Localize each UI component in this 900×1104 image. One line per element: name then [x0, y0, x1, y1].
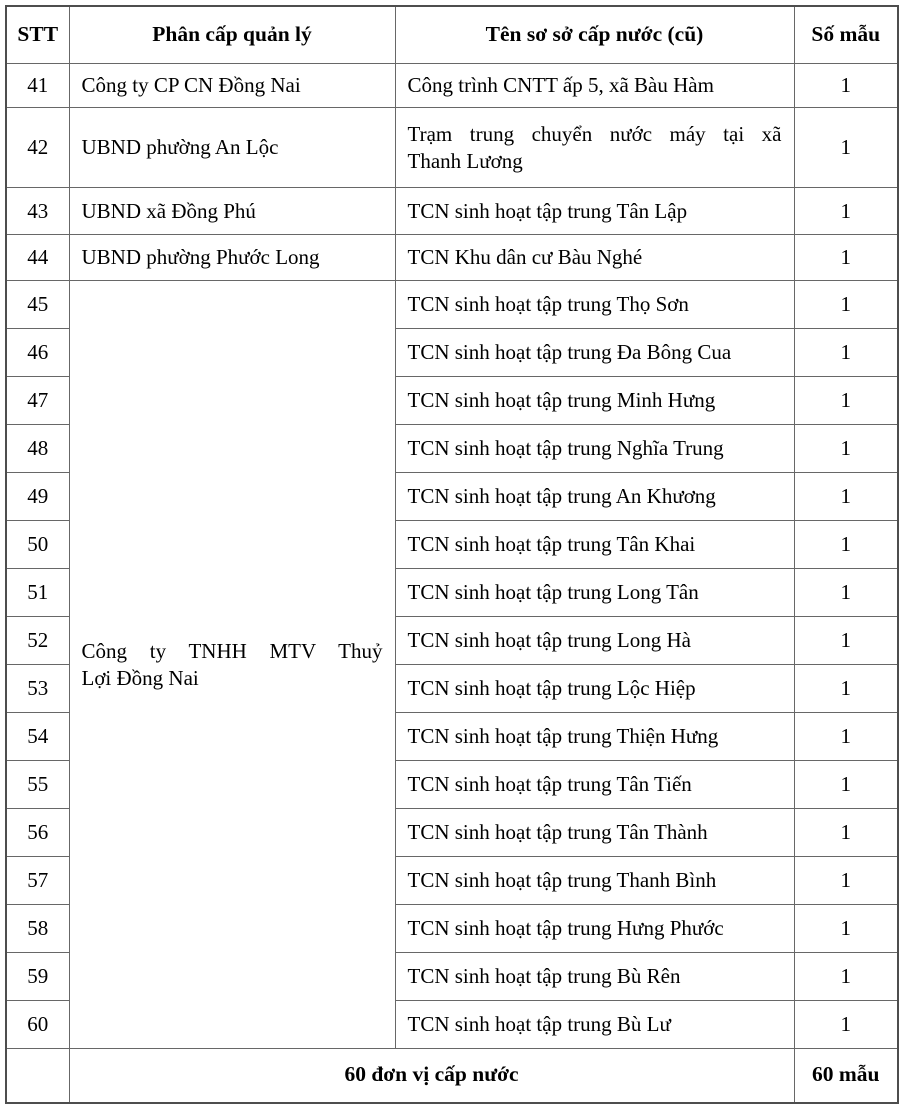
stt-cell: 42	[6, 108, 69, 188]
col-header-facility: Tên sơ sở cấp nước (cũ)	[395, 6, 794, 64]
facility-cell	[395, 108, 794, 188]
stt-cell: 49	[6, 473, 69, 521]
facility-cell: TCN sinh hoạt tập trung Bù Rên	[395, 953, 794, 1001]
stt-cell: 44	[6, 235, 69, 281]
stt-cell: 55	[6, 761, 69, 809]
samples-cell: 1	[794, 905, 898, 953]
samples-cell: 1	[794, 569, 898, 617]
footer-total-cell: 60 mẫu	[794, 1049, 898, 1103]
samples-cell: 1	[794, 953, 898, 1001]
table-row	[6, 108, 898, 188]
summary-row	[6, 1049, 898, 1103]
col-header-management: Phân cấp quản lý	[69, 6, 395, 64]
management-cell: UBND phường An Lộc	[69, 108, 395, 188]
samples-cell: 1	[794, 281, 898, 329]
samples-cell: 1	[794, 188, 898, 235]
facility-cell: TCN sinh hoạt tập trung Thọ Sơn	[395, 281, 794, 329]
table-row	[6, 64, 898, 108]
facility-cell: TCN sinh hoạt tập trung Long Tân	[395, 569, 794, 617]
table-row	[6, 188, 898, 235]
management-cell: UBND phường Phước Long	[69, 235, 395, 281]
stt-cell: 58	[6, 905, 69, 953]
stt-cell: 43	[6, 188, 69, 235]
facility-cell: TCN sinh hoạt tập trung Bù Lư	[395, 1001, 794, 1049]
footer-summary-cell: 60 đơn vị cấp nước	[69, 1049, 794, 1103]
facility-cell: TCN sinh hoạt tập trung Thiện Hưng	[395, 713, 794, 761]
management-cell: Công ty CP CN Đồng Nai	[69, 64, 395, 108]
facility-cell: TCN sinh hoạt tập trung Đa Bông Cua	[395, 329, 794, 377]
samples-cell: 1	[794, 108, 898, 188]
stt-cell: 52	[6, 617, 69, 665]
facility-line1: Trạm trung chuyển nước máy tại xã	[407, 121, 782, 146]
samples-cell: 1	[794, 713, 898, 761]
stt-cell: 48	[6, 425, 69, 473]
facility-cell: TCN sinh hoạt tập trung Nghĩa Trung	[395, 425, 794, 473]
merged-management-line2: Lợi Đồng Nai	[81, 665, 199, 690]
col-header-samples: Số mẫu	[794, 6, 898, 64]
merged-management-cell	[69, 281, 395, 1049]
stt-cell: 54	[6, 713, 69, 761]
stt-cell: 60	[6, 1001, 69, 1049]
samples-cell: 1	[794, 473, 898, 521]
facility-cell: Công trình CNTT ấp 5, xã Bàu Hàm	[395, 64, 794, 108]
facility-cell: TCN sinh hoạt tập trung Minh Hưng	[395, 377, 794, 425]
stt-cell: 46	[6, 329, 69, 377]
facility-cell: TCN sinh hoạt tập trung Thanh Bình	[395, 857, 794, 905]
facility-cell: TCN Khu dân cư Bàu Nghé	[395, 235, 794, 281]
stt-cell: 50	[6, 521, 69, 569]
table-row	[6, 281, 898, 329]
samples-cell: 1	[794, 64, 898, 108]
stt-cell: 53	[6, 665, 69, 713]
samples-cell: 1	[794, 665, 898, 713]
samples-cell: 1	[794, 235, 898, 281]
stt-cell: 41	[6, 64, 69, 108]
col-header-stt: STT	[6, 6, 69, 64]
facility-line2: Thanh Lương	[407, 148, 523, 173]
stt-cell: 47	[6, 377, 69, 425]
facility-cell: TCN sinh hoạt tập trung Tân Lập	[395, 188, 794, 235]
facility-cell: TCN sinh hoạt tập trung Lộc Hiệp	[395, 665, 794, 713]
water-supply-table	[5, 5, 899, 1104]
samples-cell: 1	[794, 329, 898, 377]
samples-cell: 1	[794, 377, 898, 425]
facility-cell: TCN sinh hoạt tập trung Tân Tiến	[395, 761, 794, 809]
samples-cell: 1	[794, 521, 898, 569]
facility-cell: TCN sinh hoạt tập trung Hưng Phước	[395, 905, 794, 953]
header-row	[6, 6, 898, 64]
management-cell: UBND xã Đồng Phú	[69, 188, 395, 235]
samples-cell: 1	[794, 617, 898, 665]
samples-cell: 1	[794, 425, 898, 473]
stt-cell: 56	[6, 809, 69, 857]
footer-empty-cell	[6, 1049, 69, 1103]
samples-cell: 1	[794, 857, 898, 905]
facility-cell: TCN sinh hoạt tập trung Tân Khai	[395, 521, 794, 569]
samples-cell: 1	[794, 1001, 898, 1049]
table-row	[6, 235, 898, 281]
merged-management-line1: Công ty TNHH MTV Thuỷ	[81, 638, 383, 663]
stt-cell: 45	[6, 281, 69, 329]
facility-cell: TCN sinh hoạt tập trung Tân Thành	[395, 809, 794, 857]
stt-cell: 51	[6, 569, 69, 617]
facility-cell: TCN sinh hoạt tập trung Long Hà	[395, 617, 794, 665]
samples-cell: 1	[794, 809, 898, 857]
stt-cell: 59	[6, 953, 69, 1001]
stt-cell: 57	[6, 857, 69, 905]
facility-cell: TCN sinh hoạt tập trung An Khương	[395, 473, 794, 521]
samples-cell: 1	[794, 761, 898, 809]
